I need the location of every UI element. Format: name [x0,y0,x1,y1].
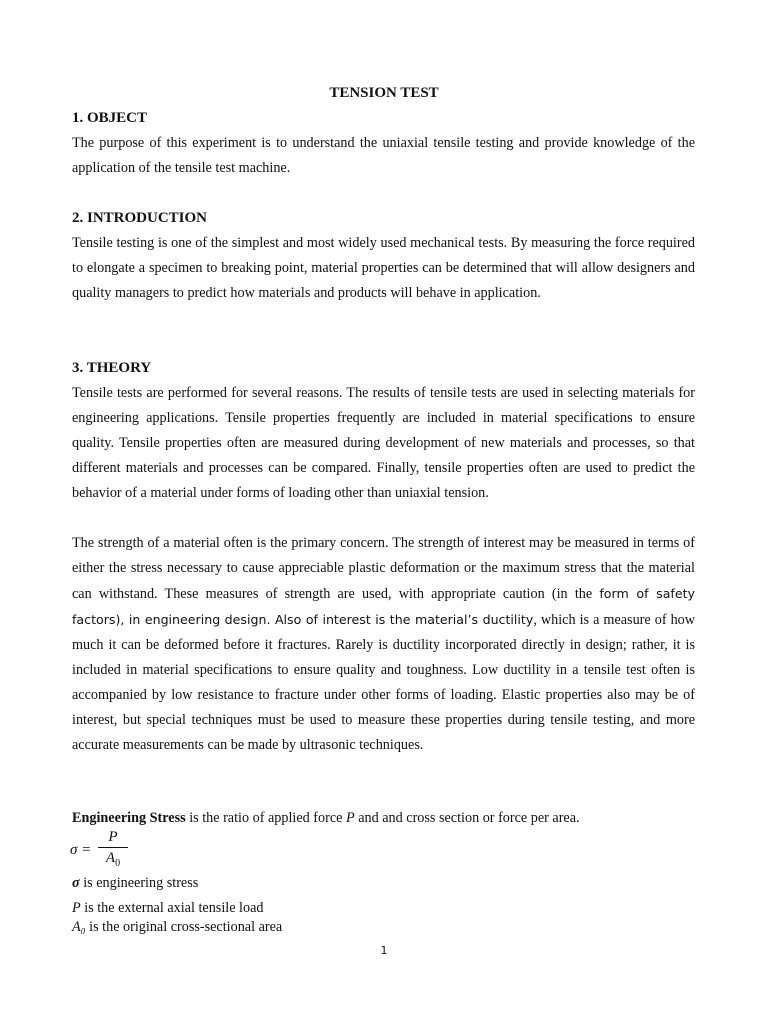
variable-p [72,898,263,918]
engineering-stress-term: Engineering Stress [72,810,186,826]
theory-paragraph-2-part2: , which is a measure of how much it can be deformed before it fractures. Rarely is ductility incorporated directly in design; rather, it is included in material specifications to ensure quality and toughness. Low ductility in a tensile test often is accompanied by low resistance to fracture under other forms of loading. Elastic properties also may be of interest, but special techniques must be used to measure these properties during tensile testing, and more accurate measurements can be made by ultrasonic techniques. [72,612,696,753]
variable-sigma-text: is engineering stress [79,875,199,891]
formula-fraction [98,828,128,873]
theory-paragraph-2 [72,531,695,758]
variable-p-symbol: P [72,900,81,916]
fraction-bar [98,847,128,848]
formula-denominator [98,849,128,873]
section-text-introduction: Tensile testing is one of the simplest and most widely used mechanical tests. By measuring the force required to elongate a specimen to breaking point, material properties can be determined that will allow designers and quality managers to predict how materials and products will behave in application. [72,235,695,301]
engineering-stress-symbol-p: P [345,810,355,826]
formula-numerator: P [108,829,118,845]
section-heading-object: 1. OBJECT [72,110,148,126]
formula-denominator-base: A [105,850,116,866]
document-title: TENSION TEST [329,85,439,101]
variable-a0-text: is the original cross-sectional area [85,919,283,935]
theory-paragraph-2-sans: form of safety factors), in engineering design. Also of interest is the material’s ductility [72,586,696,627]
section-text-object: The purpose of this experiment is to understand the uniaxial tensile testing and provide knowledge of the application of the tensile test machine. [72,135,695,176]
section-heading-introduction: 2. INTRODUCTION [72,210,208,226]
engineering-stress-def-text: is the ratio of applied force [185,810,346,826]
theory-paragraph-2-part1: The strength of a material often is the primary concern. The strength of interest may be measured in terms of either the stress necessary to cause appreciable plastic deformation or the maximum stress that the material can withstand. These measures of strength are used, with appropriate caution (in the [72,535,695,602]
variable-a0 [72,917,282,937]
formula-lhs: σ = [70,842,92,858]
engineering-stress-def-end: and and cross section or force per area. [354,810,580,826]
theory-paragraph-1: Tensile tests are performed for several reasons. The results of tensile tests are used in selecting materials for engineering applications. Tensile properties frequently are included in material specifications to ensure quality. Tensile properties often are measured during development of new materials and processes, so that different materials and processes can be compared. Finally, tensile properties often are used to predict the behavior of a material under forms of loading other than uniaxial tension. [72,385,695,501]
variable-a0-symbol: A₀ [72,919,86,935]
variable-p-text: is the external axial tensile load [80,900,264,916]
variable-sigma-symbol: σ [72,875,80,891]
formula-denominator-sub: 0 [115,858,121,869]
engineering-stress-definition [72,808,580,828]
page-number: 1 [380,944,388,957]
section-heading-theory: 3. THEORY [72,360,152,376]
variable-sigma [72,873,198,893]
